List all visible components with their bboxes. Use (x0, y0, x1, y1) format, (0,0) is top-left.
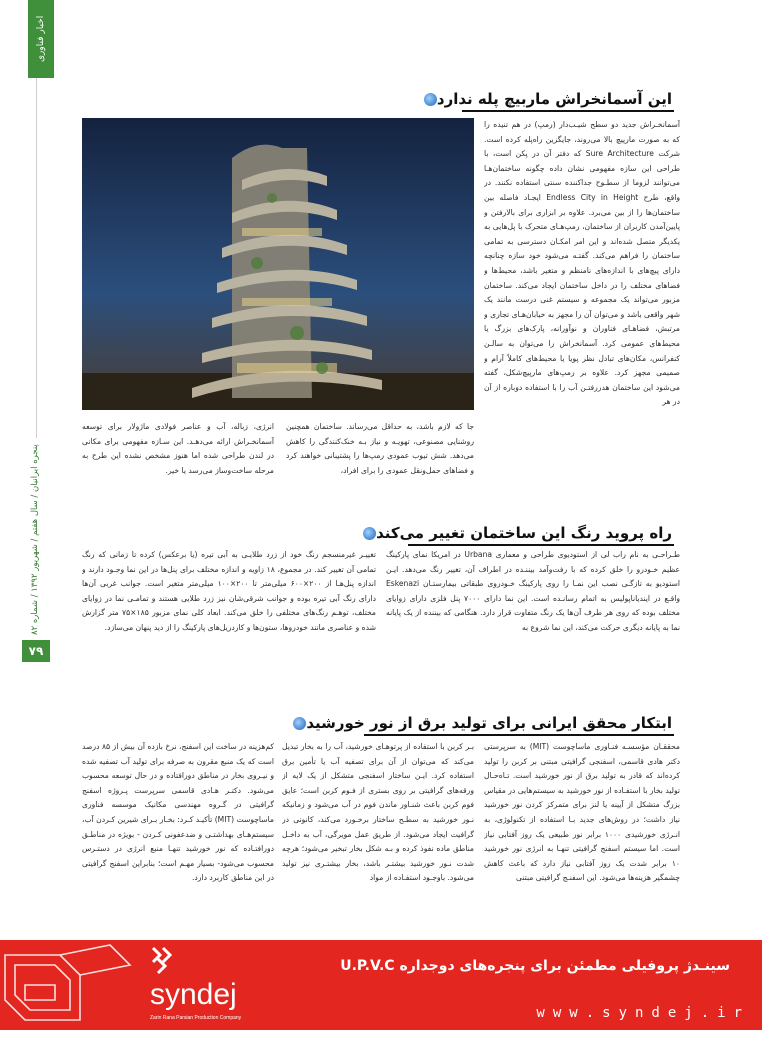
article2-title-rule (408, 544, 674, 546)
article1-middle-column: جا که لازم باشد، به حداقل می‌رساند. ساختمان همچنین روشنایی مصنوعی، تهویـه و نیاز بـه خنک‌کنندگی را کاهش می‌دهد. شش تیوب عمودی رمپ‌ها را پشتیبانی خواهند کرد و فضاهای حمل‌ونقل عمودی را برای افراد، (286, 422, 474, 475)
article1-heading (418, 90, 672, 108)
spiral-skyscraper-illustration (82, 118, 474, 410)
article2-left-column: تغییـر غیرمنسجم رنگ خود از زرد طلایـی به آبی تیره (یا برعکس) کرده تا زمانی که رنگ تمامی آن تغییر کند. در مجموع، ۱۸ زاویه و اندازه مختلف برای پنل‌ها در این نما وجـود دارند و اندازه پنل‌هـا از ۲۰۰×۶۰۰ میلی‌متر تا ۲۰۰×۱۰۰ میلی‌متر متغیر است. جوانب غربی آن‌ها دارای رنگ آبی تیره بوده و جوانب شرقی‌شان نیز زرد طلایی هستند و تمامـی نما در زوایای مختلف، توهـم رنگ‌های مختلفی را خلق می‌کند. ابعاد کلی نمای مزبور ۱۸۵×۷۵ متر گزارش شده و عناصری مانند خودروها، ستون‌ها و کاردریل‌های پارکینگ را از دید پنهان می‌سازد. (82, 550, 376, 632)
syndej-logo-icon (150, 945, 180, 975)
article3-column-3: کم‌هزینه در ساخت این اسفنج، نرخ بازده آن بیش از ۸۵ درصد است که یک منبع مقرون به صرفه برای تولید آب تصفیه شده و نیـروی بخار در مناطق دورافتاده و در حال توسعه محسوب می‌شود. دکتـر هـادی قاسمی سرپرست پـروژه اسفنج گرافیتی در گـروه مهندسی مکانیک موسسه فناوری ماساچوست (MIT) تأکیـد کـرد: بخـار بـرای شیرین کـردن آب، سیستم‌هـای بهداشتـی و ضدعفونی کـردن - بویژه در مناطـق دورافتـاده که نور خورشید تنهـا منبع انرژی در دستـرس محسوب می‌شود- بسیار مهـم است؛ بنابراین اسفنج گرافیتی در این مناطق کاربرد دارد. (82, 742, 274, 883)
article1-left-column: انرژی، زباله، آب و عناصر فولادی ماژولار برای توسعه آسمانخـراش ارائه می‌دهـد. این سـازه مفهومی برای مکانی در لندن طراحی شده اما هنوز مشخص نشده این طرح به مرحله ساخت‌وساز می‌رسد یا خیر. (82, 422, 274, 475)
footer-bottom-strip (0, 1030, 762, 1045)
article3-column-1: محققـان مؤسسـه فنـاوری ماساچوست (MIT) به سرپرستی دکتر هادی قاسمی، اسفنجی گرافیتی مبتنی بر کربن را تولید کرده‌اند که قادر به تولید برق از نور خورشید است. تـاه‌حـال تولید بخار با استفـاده از نور خورشید به سیستم‌هایی در مقیاس بزرگ متشکل از آیینه یا لنز برای متمرکز کردن نور خورشید نیاز داشت؛ در روش‌های جدید بـا استفاده از تکنولوژی، به انـرژی خورشیدی ۱۰۰۰ برابر نور طبیعی یک روز آفتابی نیاز است. اما سیستم اسفنج گرافیتی تنهـا به انرژی نور خورشید ۱۰ برابر شدت یک روز آفتابی نیاز دارد که باعث کاهش چشمگیر هزینه‌ها می‌شود. این اسفنـج گرافیتی مبتنی (484, 742, 680, 883)
article1-right-column: آسمانخـراش جدید دو سطح شیـب‌دار (رمپ) در هم تنیده را که به صورت مارپیچ بالا می‌روند، جایگزین راه‌پله کرده است. شرکت Sure Architecture که دفتر آن در پکن است، با طراحی این سازه مفهومی نشان داده چگونه ساختمان‌هـا می‌توانند لزوما از سطـوح جداکننده سنتی استفاده نکنند. در واقع، طرح Endless City in Height ایجـاد فاصله بین ساختمان‌ها را از بین می‌برد. علاوه بر ابزاری برای بالارفتن و پایین‌آمدن کاربران از ساختمان، رمپ‌هـای متحرک با پل‌هایی به یکدیگر متصل شده‌اند و این امر امکـان دسترسی به تمامی ساختمان را فراهم می‌کند. گفتـه می‌شود خود سازه چنانچه دارای پیچ‌های با اندازه‌های نامنظم و متغیر باشد، محیط‌ها و فضاهای مختلف را در داخل ساختمان ایجاد می‌کند. ساختمان مزبور می‌تواند یک مجموعه و سیستم غنی درست مانند یک شهر واقعی باشد و می‌توان آن را مجهز به خیابان‌هـای تجاری و مرتبش، فضاهـای فناوران و نوآورانه، پارک‌های بزرگ یا محیط‌های عمومی کرد. آسمانخراش را می‌توان به سالـن کنفرانس، مکان‌های تبادل نظر پویا یا محیط‌های کاملاً آرام و صمیمی مجهز کرد. علاوه بر رمپ‌های مارپیچ‌شکل، گفته می‌شود این ساختمان هدررفتـن آب را با استفاده دوباره از آن در هر (484, 120, 680, 407)
brand-name: syndej (150, 978, 237, 1011)
bullet-icon (363, 527, 376, 540)
bullet-icon (293, 717, 306, 730)
building-image (82, 118, 474, 410)
section-tab-label: اخبار فناوری (36, 15, 46, 63)
article2-title: راه پروید رنگ این ساختمان تغییر می‌کند (376, 524, 672, 542)
footer-slogan: سینـدژ پروفیلی مطمئن برای پنجره‌های دوجداره U.P.V.C (340, 958, 730, 974)
margin-divider (36, 78, 37, 438)
magazine-info: پنجره ایرانیان / سال هفتم / شهریور ۱۳۹۲ / شماره ۸۲ (30, 444, 40, 636)
page-number: ۷۹ (22, 640, 50, 662)
website-link[interactable]: www.syndej.ir (536, 1005, 750, 1021)
article2-heading (357, 524, 672, 542)
section-tab (28, 0, 54, 78)
window-profile-icon (0, 940, 140, 1030)
article2-right-column: طـراحـی به نام راب لی از استودیوی طراحی و معماری Urbana در امریکا نمای پارکینگ عظیم خـودرو را خلق کرده که با رفت‌وآمد بیننـده در اطراف آن، تغییر رنگ می‌دهد. ایـن استودیو به تازگـی نصب این نمـا را روی پارکینگ خـودروی طبقاتی بیمارستـان Eskenazi واقـع در ایندیاناپولیس به اتمام رسانـده است. این نما دارای ۷۰۰۰ پنل فلزی دارای زوایای مختلف بوده که روی هر طرف آن‌ها یک رنگ متفاوت قرار دارد. هنگامی که بیننده از یک پایانه نما به پایانه دیگری حرکت می‌کند، این نما شروع به (386, 550, 680, 632)
article3-title-rule (364, 734, 674, 736)
article3-title: ابتکار محقق ایرانی برای تولید برق از نور خورشید (306, 714, 672, 732)
article1-title: این آسمانخراش ماربیچ پله ندارد (436, 90, 672, 108)
article3-column-2: بـر کربن با استفاده از پرتوهـای خورشید، آب را به بخار تبدیل می‌کند که می‌توان از آن برای تصفیه آب یا تأمین برق استفاده کرد. ایـن ساختار اسفنجی متشکل از یک لایه از ورقه‌های گرافیتی بر روی بستری از فـوم کربن است؛ عایق فوم کربن باعث شنـاور ماندن فوم در آب می‌شود و زمانیکه نـور خورشید به سطـح ساختار برخـورد می‌کند، کانونی در گرافیت ایجاد می‌شود. از طریق عمل مویرگی، آب به داخـل مناطق ماده نفوذ کرده و بـه شکل بخار تبخیر می‌شود؛ هرچه شدت نـور خورشید بیشتـر باشد، بخار بیشتـری نیز تولید می‌شود. باوجـود استفـاده از مواد (282, 742, 474, 883)
brand-subtitle: Zarin Rana Parsian Production Company (150, 1015, 242, 1021)
article1-title-rule (462, 110, 674, 112)
bullet-icon (424, 93, 437, 106)
article3-heading (287, 714, 672, 732)
